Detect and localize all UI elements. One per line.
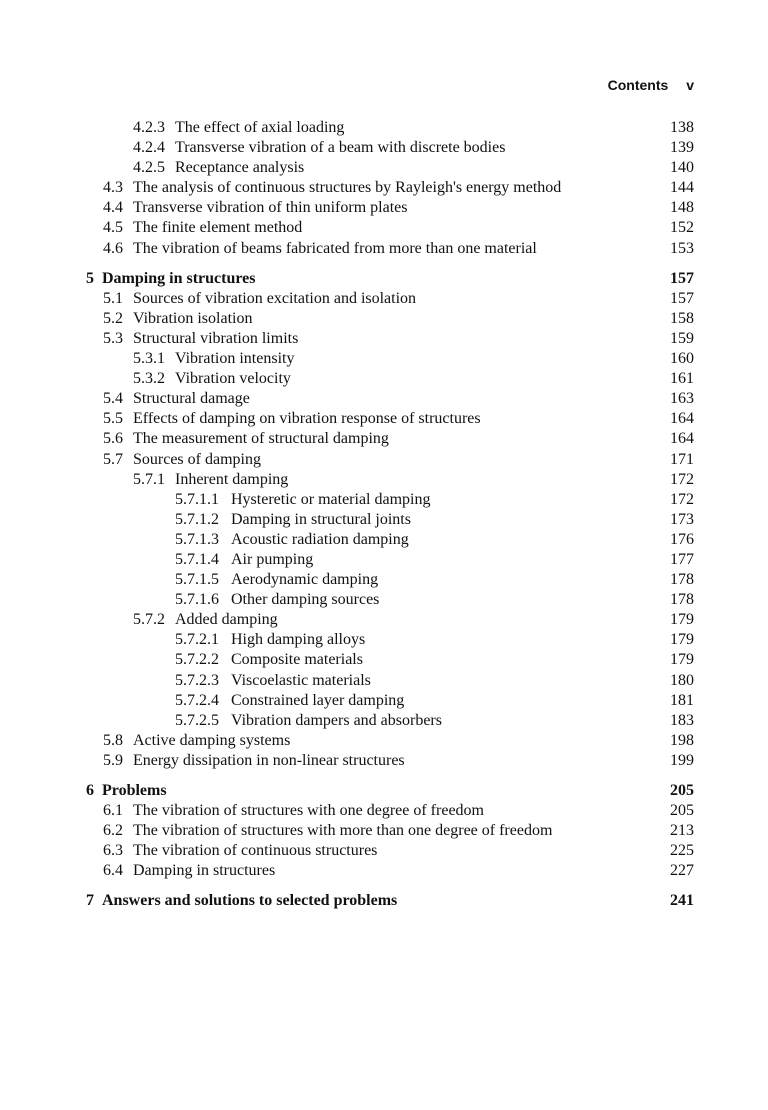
toc-entry-page: 164 — [670, 410, 694, 428]
toc-entry-page: 227 — [670, 862, 694, 880]
toc-entry-title: The finite element method — [133, 219, 303, 237]
toc-entry[interactable] — [86, 711, 694, 731]
toc-entry[interactable] — [86, 801, 694, 821]
toc-entry-title: Constrained layer damping — [231, 691, 405, 709]
toc-entry-number: 4.2.5 — [133, 159, 165, 177]
toc-entry-title: Acoustic radiation damping — [231, 530, 409, 548]
toc-entry[interactable] — [86, 349, 694, 369]
toc-entry-page: 153 — [670, 239, 694, 257]
toc-entry-page: 164 — [670, 430, 694, 448]
toc-entry-title: Air pumping — [231, 550, 314, 568]
toc-chapter-entry[interactable] — [86, 269, 694, 289]
toc-entry-title: Added damping — [175, 611, 278, 629]
toc-entry-number: 5.7.2.4 — [175, 691, 219, 709]
toc-entry-title: Aerodynamic damping — [231, 571, 379, 589]
toc-entry-number: 5.2 — [103, 309, 123, 327]
toc-entry-number: 5.4 — [103, 390, 123, 408]
header-title: Contents — [607, 77, 669, 93]
toc-entry-page: 177 — [670, 550, 694, 568]
toc-entry-number: 5.7.2 — [133, 611, 165, 629]
toc-entry-number: 5.7.2.1 — [175, 631, 219, 649]
toc-chapter-entry[interactable] — [86, 781, 694, 801]
toc-entry-page: 173 — [670, 510, 694, 528]
toc-block-chapter-5 — [86, 269, 694, 771]
toc-entry-title: Viscoelastic materials — [231, 671, 371, 689]
toc-entry[interactable] — [86, 630, 694, 650]
toc-entry[interactable] — [86, 731, 694, 751]
toc-entry-page: 157 — [670, 289, 694, 307]
toc-entry[interactable] — [86, 450, 694, 470]
toc-entry-number: 4.5 — [103, 219, 123, 237]
toc-entry-title: Other damping sources — [231, 591, 380, 609]
toc-entry-title: Problems — [102, 782, 167, 799]
toc-entry-page: 225 — [670, 842, 694, 860]
toc-entry-page: 241 — [670, 892, 694, 910]
toc-entry-number: 4.2.3 — [133, 119, 165, 136]
toc-entry-number: 5.8 — [103, 731, 123, 749]
toc-entry-number: 5.7.1.3 — [175, 530, 219, 548]
toc-entry-number: 5.7.1.2 — [175, 510, 219, 528]
toc-entry-page: 159 — [670, 329, 694, 347]
header-page-number: v — [686, 77, 694, 93]
toc-entry[interactable] — [86, 691, 694, 711]
toc-entry[interactable] — [86, 610, 694, 630]
toc-entry-page: 140 — [670, 159, 694, 177]
toc-entry-number: 5.7.2.3 — [175, 671, 219, 689]
toc-entry[interactable] — [86, 751, 694, 771]
toc-entry-page: 176 — [670, 530, 694, 548]
toc-entry-page: 179 — [670, 631, 694, 649]
toc-entry[interactable] — [86, 861, 694, 881]
toc-entry-title: Vibration isolation — [133, 309, 253, 327]
toc-entry-page: 172 — [670, 490, 694, 508]
toc-entry-title: Vibration dampers and absorbers — [231, 711, 442, 729]
toc-entry-number: 5.7.1 — [133, 470, 165, 488]
toc-entry[interactable] — [86, 239, 694, 259]
toc-entry-number: 4.2.4 — [133, 139, 165, 157]
toc-block-chapter-7 — [86, 891, 694, 911]
toc-entry-title: The measurement of structural damping — [133, 430, 389, 448]
toc-chapter-entry[interactable] — [86, 891, 694, 911]
toc-entry[interactable] — [86, 389, 694, 409]
toc-entry-page: 172 — [670, 470, 694, 488]
toc-entry[interactable] — [86, 118, 694, 138]
toc-entry-number: 4.3 — [103, 179, 123, 197]
toc-entry-number: 5.7.1.6 — [175, 591, 219, 609]
toc-entry[interactable] — [86, 490, 694, 510]
toc-entry-page: 139 — [670, 139, 694, 157]
toc-entry-page: 163 — [670, 390, 694, 408]
toc-entry-number: 5.3.2 — [133, 370, 165, 388]
toc-entry-title: Sources of damping — [133, 450, 261, 468]
toc-entry-title: Receptance analysis — [175, 159, 305, 177]
toc-entry-number: 5.7.1.1 — [175, 490, 219, 508]
toc-entry[interactable] — [86, 530, 694, 550]
toc-entry-number: 5.7.2.2 — [175, 651, 219, 669]
toc-entry-title: High damping alloys — [231, 631, 366, 649]
toc-entry-number: 5 — [86, 269, 94, 287]
toc-entry-title: Active damping systems — [133, 731, 291, 749]
toc-entry[interactable] — [86, 510, 694, 530]
toc-entry-title: Damping in structures — [102, 269, 256, 287]
toc-entry-title: Composite materials — [231, 651, 363, 669]
toc-entry-number: 5.7.1.5 — [175, 571, 219, 589]
toc-entry-number: 5.7.2.5 — [175, 711, 219, 729]
toc-entry-page: 171 — [670, 450, 694, 468]
toc-entry-title: The effect of axial loading — [175, 119, 345, 136]
toc-entry-page: 180 — [670, 671, 694, 689]
toc-entry[interactable] — [86, 158, 694, 178]
toc-entry-number: 4.4 — [103, 199, 123, 217]
toc-entry-page: 148 — [670, 199, 694, 217]
toc-entry[interactable] — [86, 218, 694, 238]
toc-entry-number: 5.3.1 — [133, 350, 165, 368]
toc-entry[interactable] — [86, 671, 694, 691]
running-header — [608, 77, 694, 93]
toc-entry-title: Inherent damping — [175, 470, 289, 488]
toc-entry-number: 5.7.1.4 — [175, 550, 219, 568]
toc-entry-page: 157 — [670, 269, 694, 287]
toc-entry[interactable] — [86, 329, 694, 349]
toc-entry-number: 5.5 — [103, 410, 123, 428]
toc-entry-page: 158 — [670, 309, 694, 327]
toc-entry-page: 160 — [670, 350, 694, 368]
toc-entry-number: 7 — [86, 892, 94, 910]
toc-entry-number: 6.1 — [103, 802, 123, 820]
toc-entry-title: Transverse vibration of thin uniform plates — [133, 199, 408, 217]
toc-entry-number: 5.6 — [103, 430, 123, 448]
toc-entry-title: Vibration velocity — [175, 370, 291, 388]
toc-entry-page: 161 — [670, 370, 694, 388]
toc-entry-page: 199 — [670, 751, 694, 769]
toc-entry[interactable] — [86, 369, 694, 389]
toc-entry[interactable] — [86, 429, 694, 449]
toc-entry-title: Hysteretic or material damping — [231, 490, 431, 508]
toc-entry-page: 179 — [670, 651, 694, 669]
toc-entry-title: Answers and solutions to selected problems — [102, 892, 398, 910]
toc-entry-number: 6 — [86, 782, 94, 799]
toc-entry-page: 181 — [670, 691, 694, 709]
toc-entry-title: The analysis of continuous structures by Rayleigh's energy method — [133, 179, 562, 197]
toc-entry-number: 4.6 — [103, 239, 123, 257]
toc-entry-page: 213 — [670, 822, 694, 840]
toc-entry-number: 6.4 — [103, 862, 123, 880]
toc-entry-page: 179 — [670, 611, 694, 629]
toc-entry-title: The vibration of continuous structures — [133, 842, 378, 860]
toc-block-chapter-4 — [86, 118, 694, 259]
toc-entry-number: 5.3 — [103, 329, 123, 347]
toc-entry-number: 5.7 — [103, 450, 123, 468]
toc-entry-page: 152 — [670, 219, 694, 237]
toc-entry[interactable] — [86, 570, 694, 590]
table-of-contents — [86, 118, 694, 912]
toc-entry-page: 178 — [670, 591, 694, 609]
toc-entry[interactable] — [86, 550, 694, 570]
toc-block-chapter-6 — [86, 781, 694, 881]
toc-entry-title: Transverse vibration of a beam with discrete bodies — [175, 139, 506, 157]
toc-entry[interactable] — [86, 409, 694, 429]
toc-entry[interactable] — [86, 309, 694, 329]
toc-entry-title: Effects of damping on vibration response of structures — [133, 410, 481, 428]
toc-entry-page: 178 — [670, 571, 694, 589]
toc-entry-title: Structural vibration limits — [133, 329, 299, 347]
toc-entry-title: Damping in structural joints — [231, 510, 411, 528]
toc-entry[interactable] — [86, 841, 694, 861]
toc-entry-number: 6.3 — [103, 842, 123, 860]
toc-entry[interactable] — [86, 590, 694, 610]
toc-entry-number: 5.1 — [103, 289, 123, 307]
toc-entry-title: Damping in structures — [133, 862, 276, 880]
toc-entry-page: 198 — [670, 731, 694, 749]
toc-entry[interactable] — [86, 470, 694, 490]
toc-entry-page: 138 — [670, 119, 694, 136]
toc-entry-page: 205 — [670, 802, 694, 820]
toc-entry-page: 144 — [670, 179, 694, 197]
toc-entry-title: Energy dissipation in non-linear structures — [133, 751, 405, 769]
toc-entry[interactable] — [86, 178, 694, 198]
toc-entry-title: The vibration of structures with more than one degree of freedom — [133, 822, 553, 840]
toc-entry-title: The vibration of beams fabricated from more than one material — [133, 239, 537, 257]
toc-entry-title: The vibration of structures with one degree of freedom — [133, 802, 484, 820]
toc-entry-title: Vibration intensity — [175, 350, 295, 368]
toc-entry[interactable] — [86, 138, 694, 158]
toc-entry-number: 6.2 — [103, 822, 123, 840]
toc-entry-page: 205 — [670, 782, 694, 799]
toc-entry-page: 183 — [670, 711, 694, 729]
toc-entry[interactable] — [86, 289, 694, 309]
toc-entry[interactable] — [86, 821, 694, 841]
toc-entry-number: 5.9 — [103, 751, 123, 769]
toc-entry[interactable] — [86, 198, 694, 218]
toc-entry-title: Structural damage — [133, 390, 250, 408]
toc-entry-title: Sources of vibration excitation and isolation — [133, 289, 417, 307]
toc-entry[interactable] — [86, 650, 694, 670]
